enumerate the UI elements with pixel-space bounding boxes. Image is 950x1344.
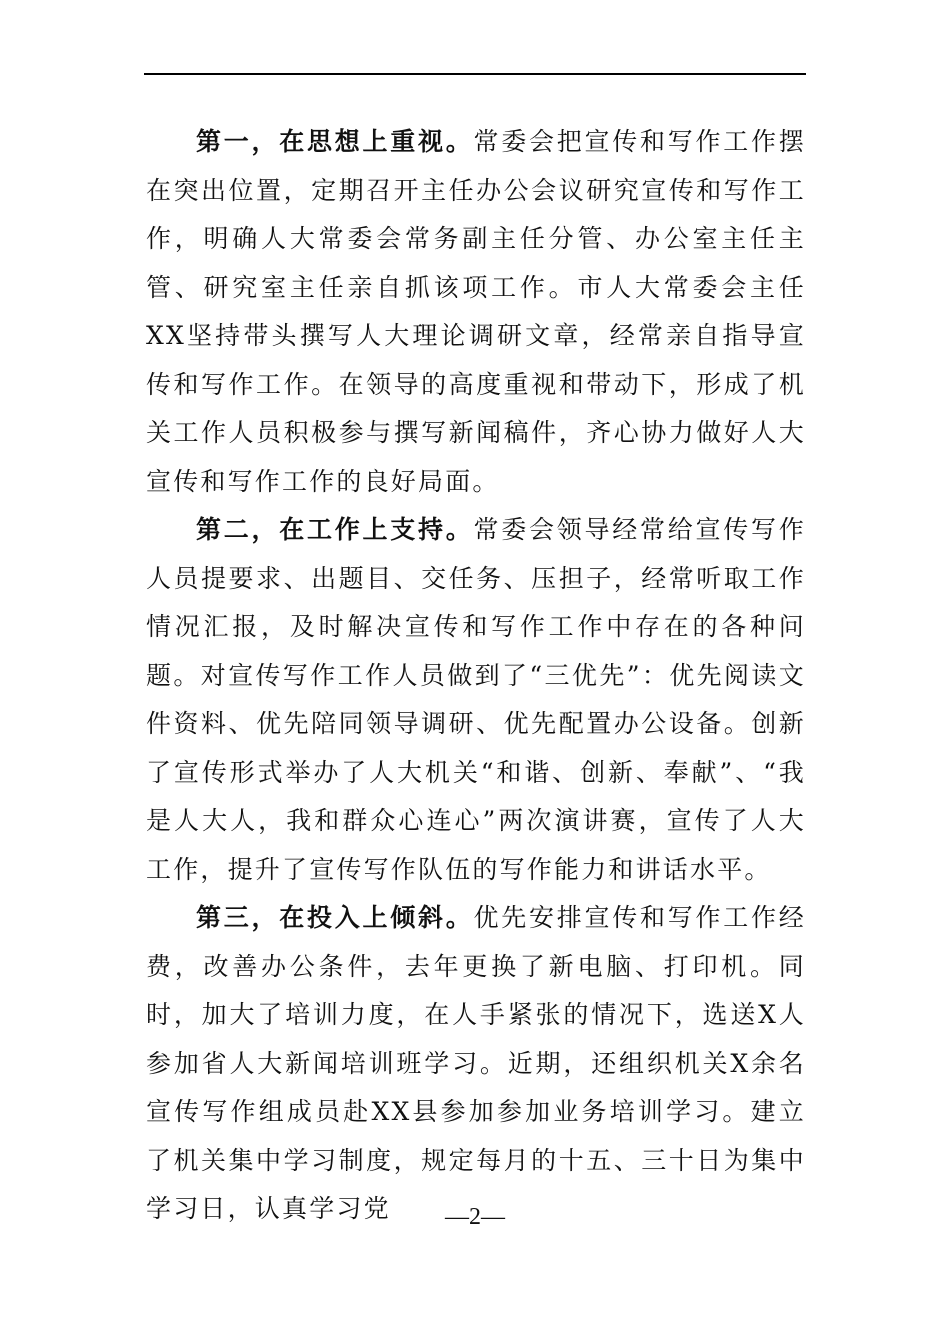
paragraph-3-lead: 第三，在投入上倾斜。 <box>196 903 474 932</box>
paragraph-3-body: 优先安排宣传和写作工作经费，改善办公条件，去年更换了新电脑、打印机。同时，加大了培训力度，在人手紧张的情况下，选送X人参加省人大新闻培训班学习。近期，还组织机关X余名宣传写作组成员赴XX县参加参加业务培训学习。建立了机关集中学习制度，规定每月的十五、三十日为集中学习日，认真学习党 <box>146 903 806 1223</box>
page-number: —2— <box>445 1204 505 1230</box>
paragraph-1-lead: 第一，在思想上重视。 <box>196 127 474 156</box>
paragraph-1-body: 常委会把宣传和写作工作摆在突出位置，定期召开主任办公会议研究宣传和写作工作，明确人大常委会常务副主任分管、办公室主任主管、研究室主任亲自抓该项工作。市人大常委会主任XX坚持带头撰写人大理论调研文章，经常亲自指导宣传和写作工作。在领导的高度重视和带动下，形成了机关工作人员积极参与撰写新闻稿件，齐心协力做好人大宣传和写作工作的良好局面。 <box>146 127 806 496</box>
header-rule <box>144 73 806 75</box>
paragraph-2 <box>146 506 806 894</box>
paragraph-3 <box>146 894 806 1234</box>
paragraph-1 <box>146 118 806 506</box>
paragraph-2-lead: 第二，在工作上支持。 <box>196 515 474 544</box>
document-body <box>146 118 806 1234</box>
paragraph-2-body: 常委会领导经常给宣传写作人员提要求、出题目、交任务、压担子，经常听取工作情况汇报，及时解决宣传和写作工作中存在的各种问题。对宣传写作工作人员做到了“三优先”：优先阅读文件资料、优先陪同领导调研、优先配置办公设备。创新了宣传形式举办了人大机关“和谐、创新、奉献”、“我是人大人，我和群众心连心”两次演讲赛，宣传了人大工作，提升了宣传写作队伍的写作能力和讲话水平。 <box>146 515 806 884</box>
